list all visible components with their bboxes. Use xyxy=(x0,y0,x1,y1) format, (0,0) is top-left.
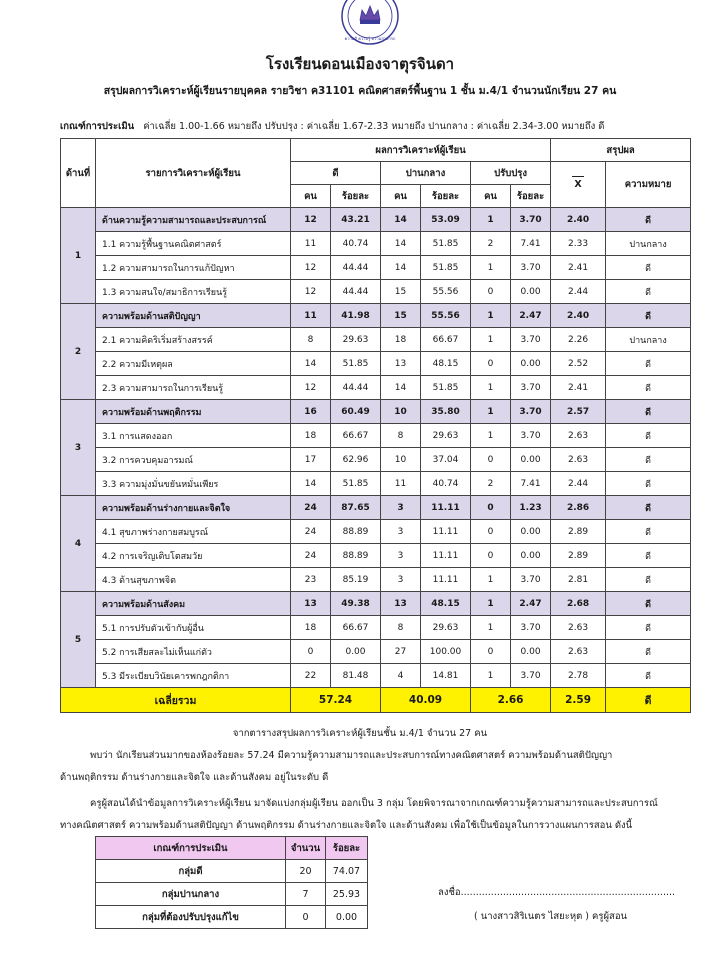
analysis-table-body xyxy=(61,208,691,713)
cell-xbar: 2.63 xyxy=(551,424,606,448)
cell-good-percent: 66.67 xyxy=(331,616,381,640)
summary-row-count: 0 xyxy=(286,906,326,929)
aspect-number: 4 xyxy=(61,496,96,592)
cell-fair-percent: 53.09 xyxy=(421,208,471,232)
cell-good-percent: 44.44 xyxy=(331,376,381,400)
item-name: 5.1 การปรับตัวเข้ากับผู้อื่น xyxy=(96,616,291,640)
item-row xyxy=(61,376,691,400)
cell-good-count: 14 xyxy=(291,352,331,376)
cell-improve-count: 0 xyxy=(471,544,511,568)
cell-fair-count: 18 xyxy=(381,328,421,352)
average-xbar: 2.59 xyxy=(551,688,606,713)
cell-good-percent: 88.89 xyxy=(331,520,381,544)
cell-improve-percent: 3.70 xyxy=(511,664,551,688)
cell-good-count: 12 xyxy=(291,376,331,400)
header-meaning: ความหมาย xyxy=(606,162,691,208)
cell-improve-count: 0 xyxy=(471,496,511,520)
cell-meaning: ดี xyxy=(606,280,691,304)
cell-good-count: 22 xyxy=(291,664,331,688)
summary-header-criteria: เกณฑ์การประเมิน xyxy=(96,837,286,860)
cell-good-count: 24 xyxy=(291,544,331,568)
cell-fair-count: 4 xyxy=(381,664,421,688)
table-note: จากตารางสรุปผลการวิเคราะห์ผู้เรียนชั้น ม.4/1 จำนวน 27 คน xyxy=(232,728,488,739)
finding-paragraph-line2: ด้านพฤติกรรม ด้านร่างกายและจิตใจ และด้านสังคม อยู่ในระดับ ดี xyxy=(60,772,329,783)
aspect-number: 5 xyxy=(61,592,96,688)
cell-good-percent: 43.21 xyxy=(331,208,381,232)
cell-meaning: ดี xyxy=(606,664,691,688)
cell-xbar: 2.81 xyxy=(551,568,606,592)
header-items: รายการวิเคราะห์ผู้เรียน xyxy=(96,139,291,208)
cell-fair-count: 15 xyxy=(381,280,421,304)
cell-fair-percent: 29.63 xyxy=(421,424,471,448)
item-name: 5.3 มีระเบียบวินัยเคารพกฎกติกา xyxy=(96,664,291,688)
cell-improve-count: 1 xyxy=(471,592,511,616)
category-name: ความพร้อมด้านสติปัญญา xyxy=(96,304,291,328)
cell-improve-count: 1 xyxy=(471,256,511,280)
category-row xyxy=(61,496,691,520)
cell-good-percent: 44.44 xyxy=(331,280,381,304)
cell-meaning: ดี xyxy=(606,592,691,616)
item-row xyxy=(61,256,691,280)
item-row xyxy=(61,640,691,664)
cell-improve-percent: 3.70 xyxy=(511,568,551,592)
cell-good-count: 11 xyxy=(291,232,331,256)
cell-improve-count: 0 xyxy=(471,520,511,544)
cell-fair-count: 8 xyxy=(381,424,421,448)
cell-meaning: ดี xyxy=(606,544,691,568)
cell-fair-percent: 48.15 xyxy=(421,592,471,616)
item-name: 5.2 การเสียสละไม่เห็นแก่ตัว xyxy=(96,640,291,664)
cell-meaning: ดี xyxy=(606,304,691,328)
cell-improve-count: 0 xyxy=(471,448,511,472)
cell-xbar: 2.78 xyxy=(551,664,606,688)
cell-fair-count: 11 xyxy=(381,472,421,496)
cell-fair-count: 3 xyxy=(381,520,421,544)
header-good-count: คน xyxy=(291,185,331,208)
cell-improve-count: 0 xyxy=(471,280,511,304)
summary-header-count: จำนวน xyxy=(286,837,326,860)
cell-improve-count: 0 xyxy=(471,352,511,376)
item-row xyxy=(61,232,691,256)
cell-fair-percent: 35.80 xyxy=(421,400,471,424)
cell-improve-percent: 3.70 xyxy=(511,376,551,400)
aspect-number: 1 xyxy=(61,208,96,304)
average-row xyxy=(61,688,691,713)
cell-meaning: ดี xyxy=(606,472,691,496)
cell-xbar: 2.63 xyxy=(551,616,606,640)
summary-row xyxy=(96,860,368,883)
cell-improve-percent: 0.00 xyxy=(511,448,551,472)
summary-row xyxy=(96,906,368,929)
summary-row-percent: 25.93 xyxy=(326,883,368,906)
item-row xyxy=(61,280,691,304)
summary-row-percent: 74.07 xyxy=(326,860,368,883)
category-name: ความพร้อมด้านพฤติกรรม xyxy=(96,400,291,424)
header-fair-count: คน xyxy=(381,185,421,208)
item-row xyxy=(61,568,691,592)
cell-meaning: ดี xyxy=(606,448,691,472)
category-row xyxy=(61,400,691,424)
cell-xbar: 2.63 xyxy=(551,640,606,664)
cell-meaning: ปานกลาง xyxy=(606,328,691,352)
cell-xbar: 2.89 xyxy=(551,544,606,568)
cell-fair-count: 3 xyxy=(381,544,421,568)
item-name: 2.1 ความคิดริเริ่มสร้างสรรค์ xyxy=(96,328,291,352)
cell-improve-percent: 1.23 xyxy=(511,496,551,520)
cell-fair-percent: 66.67 xyxy=(421,328,471,352)
cell-improve-percent: 0.00 xyxy=(511,352,551,376)
grouping-paragraph-line1: ครูผู้สอนได้นำข้อมูลการวิเคราะห์ผู้เรียน มาจัดแบ่งกลุ่มผู้เรียน ออกเป็น 3 กลุ่ม โดยพิจารณาจากเกณฑ์ความรู้ความสามารถและประสบการณ์ xyxy=(90,798,658,809)
cell-good-percent: 44.44 xyxy=(331,256,381,280)
cell-meaning: ดี xyxy=(606,640,691,664)
item-row xyxy=(61,424,691,448)
cell-fair-percent: 48.15 xyxy=(421,352,471,376)
summary-row-count: 7 xyxy=(286,883,326,906)
summary-row-label: กลุ่มปานกลาง xyxy=(96,883,286,906)
cell-improve-count: 1 xyxy=(471,400,511,424)
item-row xyxy=(61,472,691,496)
average-meaning: ดี xyxy=(606,688,691,713)
cell-good-percent: 40.74 xyxy=(331,232,381,256)
cell-meaning: ดี xyxy=(606,496,691,520)
cell-xbar: 2.52 xyxy=(551,352,606,376)
cell-fair-count: 13 xyxy=(381,592,421,616)
cell-fair-percent: 51.85 xyxy=(421,256,471,280)
cell-improve-count: 2 xyxy=(471,472,511,496)
cell-fair-percent: 29.63 xyxy=(421,616,471,640)
cell-improve-count: 1 xyxy=(471,616,511,640)
average-label: เฉลี่ยรวม xyxy=(61,688,291,713)
cell-fair-count: 14 xyxy=(381,256,421,280)
category-row xyxy=(61,304,691,328)
cell-good-count: 12 xyxy=(291,256,331,280)
summary-header-percent: ร้อยละ xyxy=(326,837,368,860)
cell-fair-percent: 37.04 xyxy=(421,448,471,472)
cell-good-count: 8 xyxy=(291,328,331,352)
cell-good-count: 11 xyxy=(291,304,331,328)
item-name: 3.2 การควบคุมอารมณ์ xyxy=(96,448,291,472)
item-name: 4.2 การเจริญเติบโตสมวัย xyxy=(96,544,291,568)
aspect-number: 3 xyxy=(61,400,96,496)
cell-meaning: ดี xyxy=(606,208,691,232)
svg-text:ความดี ความรู้ ความสามารถ: ความดี ความรู้ ความสามารถ xyxy=(344,36,396,41)
item-name: 2.3 ความสามารถในการเรียนรู้ xyxy=(96,376,291,400)
cell-xbar: 2.68 xyxy=(551,592,606,616)
cell-improve-count: 1 xyxy=(471,424,511,448)
cell-fair-percent: 100.00 xyxy=(421,640,471,664)
cell-good-percent: 62.96 xyxy=(331,448,381,472)
item-name: 1.2 ความสามารถในการแก้ปัญหา xyxy=(96,256,291,280)
cell-good-count: 13 xyxy=(291,592,331,616)
item-row xyxy=(61,520,691,544)
cell-xbar: 2.26 xyxy=(551,328,606,352)
summary-row-label: กลุ่มดี xyxy=(96,860,286,883)
cell-meaning: ปานกลาง xyxy=(606,232,691,256)
cell-xbar: 2.41 xyxy=(551,256,606,280)
cell-good-percent: 87.65 xyxy=(331,496,381,520)
item-name: 1.1 ความรู้พื้นฐานคณิตศาสตร์ xyxy=(96,232,291,256)
header-improve-count: คน xyxy=(471,185,511,208)
cell-xbar: 2.89 xyxy=(551,520,606,544)
header-xbar: X xyxy=(551,162,606,208)
cell-xbar: 2.41 xyxy=(551,376,606,400)
criteria-text: ค่าเฉลี่ย 1.00-1.66 หมายถึง ปรับปรุง : ค่าเฉลี่ย 1.67-2.33 หมายถึง ปานกลาง : ค่าเฉลี่ย 2.34-3.00 หมายถึง ดี xyxy=(143,121,605,132)
cell-improve-count: 2 xyxy=(471,232,511,256)
group-summary-table xyxy=(95,836,368,929)
teacher-name: ( นางสาวสิริเนตร ไสยะหุต ) ครูผู้สอน xyxy=(474,911,628,922)
cell-xbar: 2.44 xyxy=(551,280,606,304)
header-improve: ปรับปรุง xyxy=(471,162,551,185)
cell-good-count: 14 xyxy=(291,472,331,496)
cell-meaning: ดี xyxy=(606,352,691,376)
cell-fair-percent: 11.11 xyxy=(421,544,471,568)
cell-improve-percent: 7.41 xyxy=(511,232,551,256)
cell-improve-percent: 2.47 xyxy=(511,304,551,328)
cell-improve-count: 1 xyxy=(471,664,511,688)
cell-xbar: 2.57 xyxy=(551,400,606,424)
cell-improve-count: 0 xyxy=(471,640,511,664)
cell-fair-percent: 11.11 xyxy=(421,496,471,520)
cell-good-count: 18 xyxy=(291,616,331,640)
cell-fair-percent: 14.81 xyxy=(421,664,471,688)
cell-good-percent: 0.00 xyxy=(331,640,381,664)
cell-meaning: ดี xyxy=(606,568,691,592)
cell-improve-percent: 0.00 xyxy=(511,280,551,304)
cell-fair-count: 14 xyxy=(381,208,421,232)
header-fair: ปานกลาง xyxy=(381,162,471,185)
category-name: ความพร้อมด้านสังคม xyxy=(96,592,291,616)
cell-good-percent: 81.48 xyxy=(331,664,381,688)
report-subtitle: สรุปผลการวิเคราะห์ผู้เรียนรายบุคคล รายวิชา ค31101 คณิตศาสตร์พื้นฐาน 1 ชั้น ม.4/1 จำนวนนักเรียน 27 คน xyxy=(103,85,617,97)
cell-fair-count: 10 xyxy=(381,400,421,424)
cell-fair-count: 3 xyxy=(381,496,421,520)
cell-meaning: ดี xyxy=(606,424,691,448)
cell-meaning: ดี xyxy=(606,616,691,640)
item-row xyxy=(61,448,691,472)
cell-meaning: ดี xyxy=(606,520,691,544)
header-good-percent: ร้อยละ xyxy=(331,185,381,208)
cell-improve-percent: 3.70 xyxy=(511,208,551,232)
category-name: ความพร้อมด้านร่างกายและจิตใจ xyxy=(96,496,291,520)
cell-good-count: 17 xyxy=(291,448,331,472)
cell-good-percent: 51.85 xyxy=(331,472,381,496)
cell-good-count: 12 xyxy=(291,280,331,304)
cell-fair-percent: 51.85 xyxy=(421,376,471,400)
cell-fair-percent: 40.74 xyxy=(421,472,471,496)
cell-fair-percent: 55.56 xyxy=(421,304,471,328)
cell-fair-count: 15 xyxy=(381,304,421,328)
item-name: 4.1 สุขภาพร่างกายสมบูรณ์ xyxy=(96,520,291,544)
item-name: 2.2 ความมีเหตุผล xyxy=(96,352,291,376)
aspect-number: 2 xyxy=(61,304,96,400)
cell-improve-percent: 0.00 xyxy=(511,544,551,568)
average-good: 57.24 xyxy=(291,688,381,713)
header-improve-percent: ร้อยละ xyxy=(511,185,551,208)
cell-xbar: 2.44 xyxy=(551,472,606,496)
summary-row xyxy=(96,883,368,906)
cell-fair-count: 3 xyxy=(381,568,421,592)
cell-improve-percent: 0.00 xyxy=(511,520,551,544)
cell-fair-percent: 11.11 xyxy=(421,568,471,592)
item-name: 1.3 ความสนใจ/สมาธิการเรียนรู้ xyxy=(96,280,291,304)
cell-fair-count: 27 xyxy=(381,640,421,664)
cell-improve-count: 1 xyxy=(471,328,511,352)
summary-row-count: 20 xyxy=(286,860,326,883)
cell-improve-percent: 3.70 xyxy=(511,616,551,640)
cell-improve-count: 1 xyxy=(471,208,511,232)
cell-xbar: 2.63 xyxy=(551,448,606,472)
finding-paragraph-line1: พบว่า นักเรียนส่วนมากของห้องร้อยละ 57.24 มีความรู้ความสามารถและประสบการณ์ทางคณิตศาสตร์ ความพร้อมด้านสติปัญญา xyxy=(90,750,613,761)
school-title: โรงเรียนดอนเมืองจาตุรจินดา xyxy=(265,55,455,73)
cell-good-percent: 66.67 xyxy=(331,424,381,448)
item-name: 3.3 ความมุ่งมั่นขยันหมั่นเพียร xyxy=(96,472,291,496)
cell-good-percent: 49.38 xyxy=(331,592,381,616)
cell-good-percent: 60.49 xyxy=(331,400,381,424)
cell-xbar: 2.40 xyxy=(551,208,606,232)
item-name: 4.3 ด้านสุขภาพจิต xyxy=(96,568,291,592)
cell-good-count: 12 xyxy=(291,208,331,232)
criteria-line xyxy=(60,119,604,134)
summary-row-percent: 0.00 xyxy=(326,906,368,929)
cell-improve-count: 1 xyxy=(471,376,511,400)
cell-improve-percent: 3.70 xyxy=(511,400,551,424)
cell-improve-percent: 3.70 xyxy=(511,256,551,280)
cell-fair-percent: 55.56 xyxy=(421,280,471,304)
item-row xyxy=(61,664,691,688)
cell-meaning: ดี xyxy=(606,400,691,424)
cell-good-percent: 51.85 xyxy=(331,352,381,376)
cell-xbar: 2.86 xyxy=(551,496,606,520)
cell-improve-count: 1 xyxy=(471,304,511,328)
item-row xyxy=(61,328,691,352)
cell-improve-percent: 3.70 xyxy=(511,424,551,448)
cell-meaning: ดี xyxy=(606,256,691,280)
signature-line: ลงชื่อ....................................................................... xyxy=(438,887,676,898)
cell-good-percent: 85.19 xyxy=(331,568,381,592)
cell-good-percent: 29.63 xyxy=(331,328,381,352)
header-fair-percent: ร้อยละ xyxy=(421,185,471,208)
cell-good-percent: 41.98 xyxy=(331,304,381,328)
cell-good-count: 18 xyxy=(291,424,331,448)
cell-improve-percent: 7.41 xyxy=(511,472,551,496)
average-improve: 2.66 xyxy=(471,688,551,713)
cell-fair-count: 14 xyxy=(381,232,421,256)
item-row xyxy=(61,544,691,568)
item-row xyxy=(61,352,691,376)
cell-xbar: 2.40 xyxy=(551,304,606,328)
header-summary: สรุปผล xyxy=(551,139,691,162)
cell-improve-percent: 2.47 xyxy=(511,592,551,616)
cell-good-count: 16 xyxy=(291,400,331,424)
header-good: ดี xyxy=(291,162,381,185)
cell-fair-count: 8 xyxy=(381,616,421,640)
cell-good-count: 23 xyxy=(291,568,331,592)
category-row xyxy=(61,208,691,232)
summary-row-label: กลุ่มที่ต้องปรับปรุงแก้ไข xyxy=(96,906,286,929)
cell-good-percent: 88.89 xyxy=(331,544,381,568)
item-name: 3.1 การแสดงออก xyxy=(96,424,291,448)
cell-meaning: ดี xyxy=(606,376,691,400)
cell-improve-percent: 3.70 xyxy=(511,328,551,352)
cell-fair-percent: 51.85 xyxy=(421,232,471,256)
cell-good-count: 24 xyxy=(291,496,331,520)
header-aspect: ด้านที่ xyxy=(61,139,96,208)
cell-fair-count: 10 xyxy=(381,448,421,472)
cell-xbar: 2.33 xyxy=(551,232,606,256)
average-fair: 40.09 xyxy=(381,688,471,713)
criteria-label: เกณฑ์การประเมิน xyxy=(60,121,135,132)
cell-fair-count: 14 xyxy=(381,376,421,400)
analysis-table xyxy=(60,138,691,713)
header-results: ผลการวิเคราะห์ผู้เรียน xyxy=(291,139,551,162)
category-row xyxy=(61,592,691,616)
school-emblem xyxy=(334,0,406,46)
cell-fair-percent: 11.11 xyxy=(421,520,471,544)
cell-good-count: 24 xyxy=(291,520,331,544)
cell-improve-count: 1 xyxy=(471,568,511,592)
grouping-paragraph-line2: ทางคณิตศาสตร์ ความพร้อมด้านสติปัญญา ด้านพฤติกรรม ด้านร่างกายและจิตใจ และด้านสังคม เพื่อใช้เป็นข้อมูลในการวางแผนการสอน ดังนี้ xyxy=(60,820,633,831)
cell-improve-percent: 0.00 xyxy=(511,640,551,664)
cell-good-count: 0 xyxy=(291,640,331,664)
item-row xyxy=(61,616,691,640)
category-name: ด้านความรู้ความสามารถและประสบการณ์ xyxy=(96,208,291,232)
cell-fair-count: 13 xyxy=(381,352,421,376)
